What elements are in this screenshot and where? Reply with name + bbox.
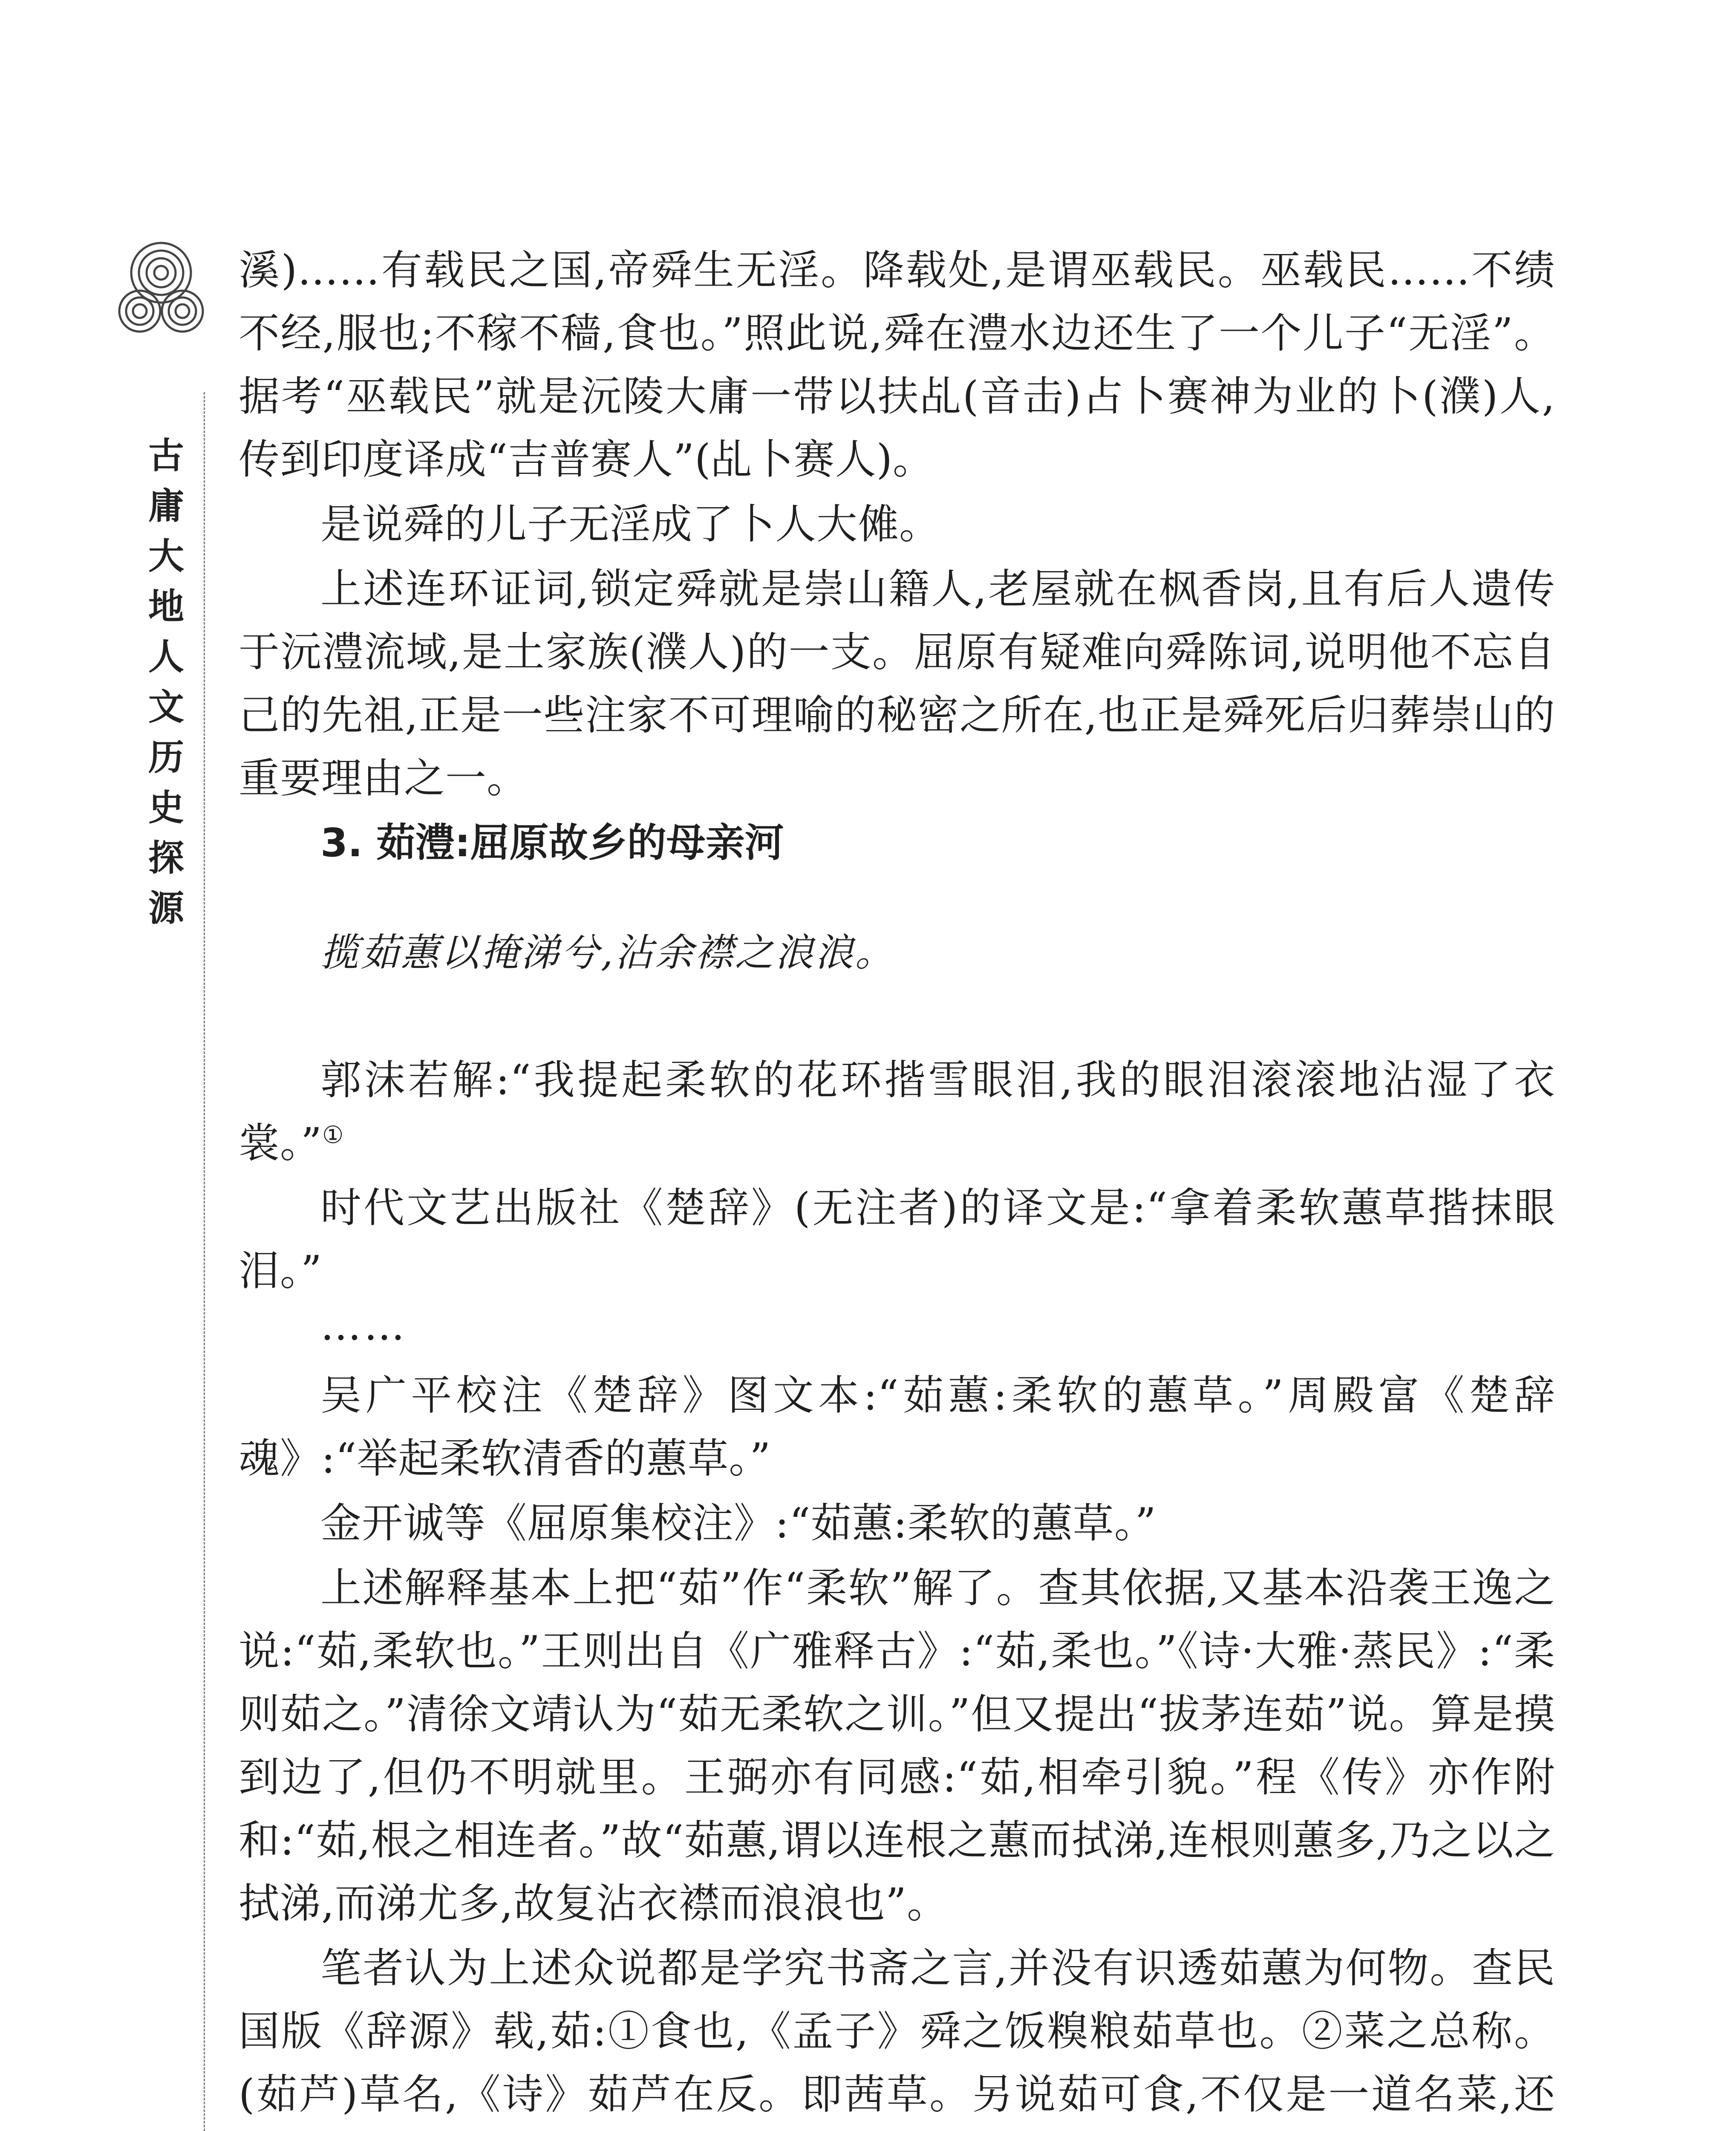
- paragraph-translation: 时代文艺出版社《楚辞》(无注者)的译文是:“拿着柔软蕙草揩抹眼泪。”: [239, 1184, 1555, 1295]
- running-title-char: 大: [148, 535, 184, 577]
- paragraph-wu-guangping: 吴广平校注《楚辞》图文本:“茹蕙:柔软的蕙草。”周殿富《楚辞魂》:“举起柔软清香的蕙草。”: [239, 1372, 1555, 1482]
- margin-divider: [204, 392, 205, 2131]
- paragraph-3: 上述连环证词,锁定舜就是崇山籍人,老屋就在枫香岗,且有后人遗传于沅澧流域,是土家族(濮人)的一支。屈原有疑难向舜陈词,说明他不忘自己的先祖,正是一些注家不可理喻的秘密之所在,也正是舜死后归葬崇山的重要理由之一。: [239, 565, 1555, 802]
- running-title-char: 地: [148, 586, 184, 627]
- running-title-char: 史: [148, 787, 184, 829]
- running-title-char: 庸: [148, 485, 184, 527]
- running-title-char: 源: [148, 887, 184, 929]
- ellipsis: ……: [320, 1302, 407, 1349]
- running-title-char: 历: [148, 736, 184, 778]
- running-title: [141, 430, 192, 933]
- running-title-char: 人: [148, 636, 184, 678]
- paragraph-guo-moruo: [239, 1048, 1555, 1175]
- paragraph-1: 溪)……有载民之国,帝舜生无淫。降载处,是谓巫载民。巫载民……不绩不经,服也;不稼不穑,食也。”照此说,舜在澧水边还生了一个儿子“无淫”。据考“巫载民”就是沅陵大庸一带以扶乩(音击)占卜赛神为业的卜(濮)人,传到印度译成“吉普赛人”(乩卜赛人)。: [239, 246, 1555, 483]
- running-title-char: 古: [148, 435, 184, 476]
- guo-moruo-text: 郭沫若解:“我提起柔软的花环揩雪眼泪,我的眼泪滚滚地沾湿了衣裳。”: [239, 1056, 1555, 1167]
- section-heading: 3. 茹澧:屈原故乡的母亲河: [320, 820, 784, 866]
- spiral-ornament-icon: [114, 239, 208, 349]
- footnote-reference[interactable]: ①: [322, 1121, 344, 1149]
- paragraph-author-view: 笔者认为上述众说都是学究书斋之言,并没有识透茹蕙为何物。查民国版《辞源》载,茹:①食也,《孟子》舜之饭糗粮茹草也。②菜之总称。(茹芦)草名,《诗》茹芦在反。即茜草。另说茹可食,不仅是一道名菜,还: [239, 1944, 1555, 2118]
- running-title-char: 文: [148, 686, 184, 728]
- paragraph-interpretation: 上述解释基本上把“茹”作“柔软”解了。查其依据,又基本沿袭王逸之说:“茹,柔软也。”王则出自《广雅释古》:“茹,柔也。”《诗·大雅·蒸民》:“柔则茹之。”清徐文靖认为“茹无柔软之训。”但又提出“拔茅连茹”说。算是摸到边了,但仍不明就里。王弼亦有同感:“茹,相牵引貌。”程《传》亦作附和:“茹,根之相连者。”故“茹蕙,谓以连根之蕙而拭涕,连根则蕙多,乃之以之拭涕,而涕尤多,故复沾衣襟而浪浪也”。: [239, 1564, 1555, 1927]
- paragraph-jin-kaicheng: 金开诚等《屈原集校注》:“茹蕙:柔软的蕙草。”: [320, 1499, 1156, 1547]
- running-title-char: 探: [148, 837, 184, 879]
- page-body: [239, 239, 1555, 2131]
- paragraph-2: 是说舜的儿子无淫成了卜人大傩。: [320, 500, 940, 548]
- verse-quote: 揽茹蕙以掩涕兮,沾余襟之浪浪。: [320, 930, 895, 975]
